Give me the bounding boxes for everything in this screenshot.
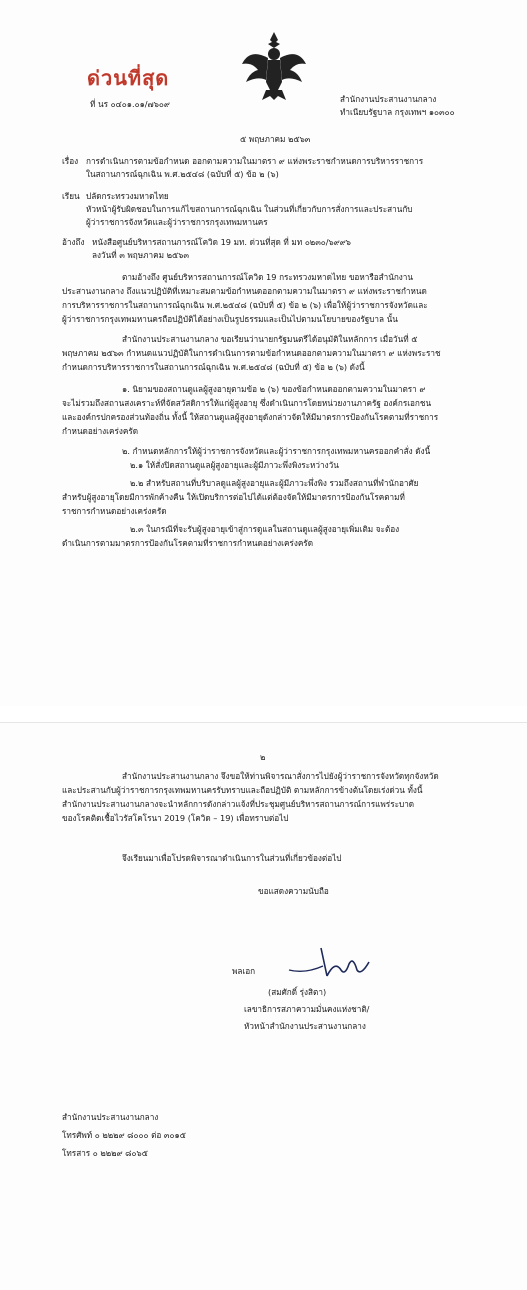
item-2-1: ๒.๑ ให้สั่งปิดสถานดูแลผู้สูงอายุและผู้มีภาวะพึ่งพิงระหว่างวัน <box>130 460 339 470</box>
office-address: ทำเนียบรัฐบาล กรุงเทพฯ ๑๐๓๐๐ <box>340 107 455 117</box>
body-line: ตามอ้างถึง ศูนย์บริหารสถานการณ์โควิด 19 กระทรวงมหาดไทย ขอหารือสำนักงาน <box>122 272 414 282</box>
body-line: ของโรคติดเชื้อไวรัสโคโรนา 2019 (โควิด – 19) เพื่อทราบต่อไป <box>62 813 289 823</box>
item-2-heading: ๒. กำหนดหลักการให้ผู้ว่าราชการจังหวัดและผู้ว่าราชการกรุงเทพมหานครออกคำสั่ง ดังนี้ <box>122 446 431 456</box>
body-line: การบริหารราชการในสถานการณ์ฉุกเฉิน พ.ศ.๒๕๔๘ (ฉบับที่ ๕) ข้อ ๒ (๖) เพื่อให้ผู้ว่าราชการจังหวัดและ <box>62 300 428 310</box>
signer-rank: พลเอก <box>232 966 256 976</box>
body-line: สำนักงานประสานงานกลาง ขอเรียนว่านายกรัฐมนตรีได้อนุมัติในหลักการ เมื่อวันที่ ๕ <box>122 334 418 344</box>
salutation: ขอแสดงความนับถือ <box>258 886 329 896</box>
item-2-2-line: ๒.๒ สำหรับสถานที่บริบาลดูแลผู้สูงอายุและผู้มีภาวะพึ่งพิง รวมถึงสถานที่พำนักอาศัย <box>130 478 419 488</box>
signer-name: (สมศักดิ์ รุ่งสิตา) <box>268 987 327 997</box>
page-number: ๒ <box>260 752 266 762</box>
body-line: ผู้ว่าราชการกรุงเทพมหานครถือปฏิบัติได้อย่างเป็นรูปธรรมและเป็นไปตามนโยบายของรัฐบาล นั้น <box>62 314 398 324</box>
body-line: กำหนดการบริหารราชการในสถานการณ์ฉุกเฉิน พ.ศ.๒๕๔๘ (ฉบับที่ ๕) ข้อ ๒ (๖) ดังนี้ <box>62 362 365 372</box>
item-1-line: จะไม่รวมถึงสถานสงเคราะห์ที่จัดสวัสดิการให้แก่ผู้สูงอายุ ซึ่งดำเนินการโดยหน่วยงานภาครัฐ องค์กรเอกชน <box>62 398 432 408</box>
item-1-line: และองค์กรปกครองส่วนท้องถิ่น ทั้งนี้ ให้สถานดูแลผู้สูงอายุดังกล่าวจัดให้มีมาตรการป้องกันโรคตามที่ราชการ <box>62 412 439 422</box>
body-line: สำนักงานประสานงานกลางจะนำหลักการดังกล่าวแจ้งที่ประชุมศูนย์บริหารสถานการณ์การแพร่ระบาด <box>62 799 415 809</box>
item-2-2-line: ราชการกำหนดอย่างเคร่งครัด <box>62 506 167 516</box>
subject-line: การดำเนินการตามข้อกำหนด ออกตามความในมาตรา ๙ แห่งพระราชกำหนดการบริหารราชการ <box>86 156 424 166</box>
item-2-3-line: ๒.๓ ในกรณีที่จะรับผู้สูงอายุเข้าสู่การดูแลในสถานดูแลผู้สูงอายุเพิ่มเติม จะต้อง <box>130 524 400 534</box>
signature-mark <box>285 940 375 982</box>
reference-line: หนังสือศูนย์บริหารสถานการณ์โควิด 19 มท. ด่วนที่สุด ที่ มท ๐๒๓๐/๖๙๙๖ <box>92 237 351 247</box>
footer-fax: โทรสาร ๐ ๒๒๒๙ ๘๐๖๕ <box>62 1148 148 1158</box>
subject-label: เรื่อง <box>62 156 79 166</box>
signer-title: เลขาธิการสภาความมั่นคงแห่งชาติ/ <box>244 1004 370 1014</box>
footer-office: สำนักงานประสานงานกลาง <box>62 1112 159 1122</box>
item-2-3-line: ดำเนินการตามมาตรการป้องกันโรคตามที่ราชการกำหนดอย่างเคร่งครัด <box>62 538 314 548</box>
document-date: ๕ พฤษภาคม ๒๕๖๓ <box>240 134 311 144</box>
garuda-emblem-icon <box>240 30 308 102</box>
recipient-line: ปลัดกระทรวงมหาดไทย <box>86 191 169 201</box>
to-label: เรียน <box>62 191 80 201</box>
body-line: พฤษภาคม ๒๕๖๓ กำหนดแนวปฏิบัติในการดำเนินการตามข้อกำหนดออกตามความในมาตรา ๙ แห่งพระราช <box>62 348 441 358</box>
recipient-line: ผู้ว่าราชการจังหวัดและผู้ว่าราชการกรุงเทพมหานคร <box>86 217 268 227</box>
urgent-stamp: ด่วนที่สุด <box>87 66 170 90</box>
body-line: ประสานงานกลาง ถึงแนวปฏิบัติที่เหมาะสมตามข้อกำหนดออกตามความในมาตรา ๙ แห่งพระราชกำหนด <box>62 286 427 296</box>
item-1-line: ๑. นิยามของสถานดูแลผู้สูงอายุตามข้อ ๒ (๖) ของข้อกำหนดออกตามความในมาตรา ๙ <box>122 384 426 394</box>
body-line: และประสานกับผู้ว่าราชการกรุงเทพมหานครรับทราบและถือปฏิบัติ ตามหลักการข้างต้นโดยเร่งด่วน ทั้งนี้ <box>62 785 423 795</box>
body-line: สำนักงานประสานงานกลาง จึงขอให้ท่านพิจารณาสั่งการไปยังผู้ว่าราชการจังหวัดทุกจังหวัด <box>122 771 439 781</box>
reference-line: ลงวันที่ ๓ พฤษภาคม ๒๕๖๓ <box>92 250 190 260</box>
reference-label: อ้างถึง <box>62 237 85 247</box>
item-1-line: กำหนดอย่างเคร่งครัด <box>62 426 139 436</box>
subject-line: ในสถานการณ์ฉุกเฉิน พ.ศ.๒๕๔๘ (ฉบับที่ ๕) ข้อ ๒ (๖) <box>86 169 279 179</box>
signer-title: หัวหน้าสำนักงานประสานงานกลาง <box>244 1021 366 1031</box>
closing-request: จึงเรียนมาเพื่อโปรดพิจารณาดำเนินการในส่วนที่เกี่ยวข้องต่อไป <box>122 853 342 863</box>
recipient-line: หัวหน้าผู้รับผิดชอบในการแก้ไขสถานการณ์ฉุกเฉิน ในส่วนที่เกี่ยวกับการสั่งการและประสานกับ <box>86 204 413 214</box>
document-number: ที่ นร ๐๔๐๑.๐๑/๗๖๐๙ <box>90 99 170 109</box>
office-name: สำนักงานประสานงานกลาง <box>340 94 437 104</box>
item-2-2-line: สำหรับผู้สูงอายุโดยมีการพักค้างคืน ให้เปิดบริการต่อไปได้แต่ต้องจัดให้มีมาตรการป้องกันโรคตามที่ <box>62 492 405 502</box>
footer-phone: โทรศัพท์ ๐ ๒๒๒๙ ๘๐๐๐ ต่อ ๓๐๑๕ <box>62 1130 186 1140</box>
